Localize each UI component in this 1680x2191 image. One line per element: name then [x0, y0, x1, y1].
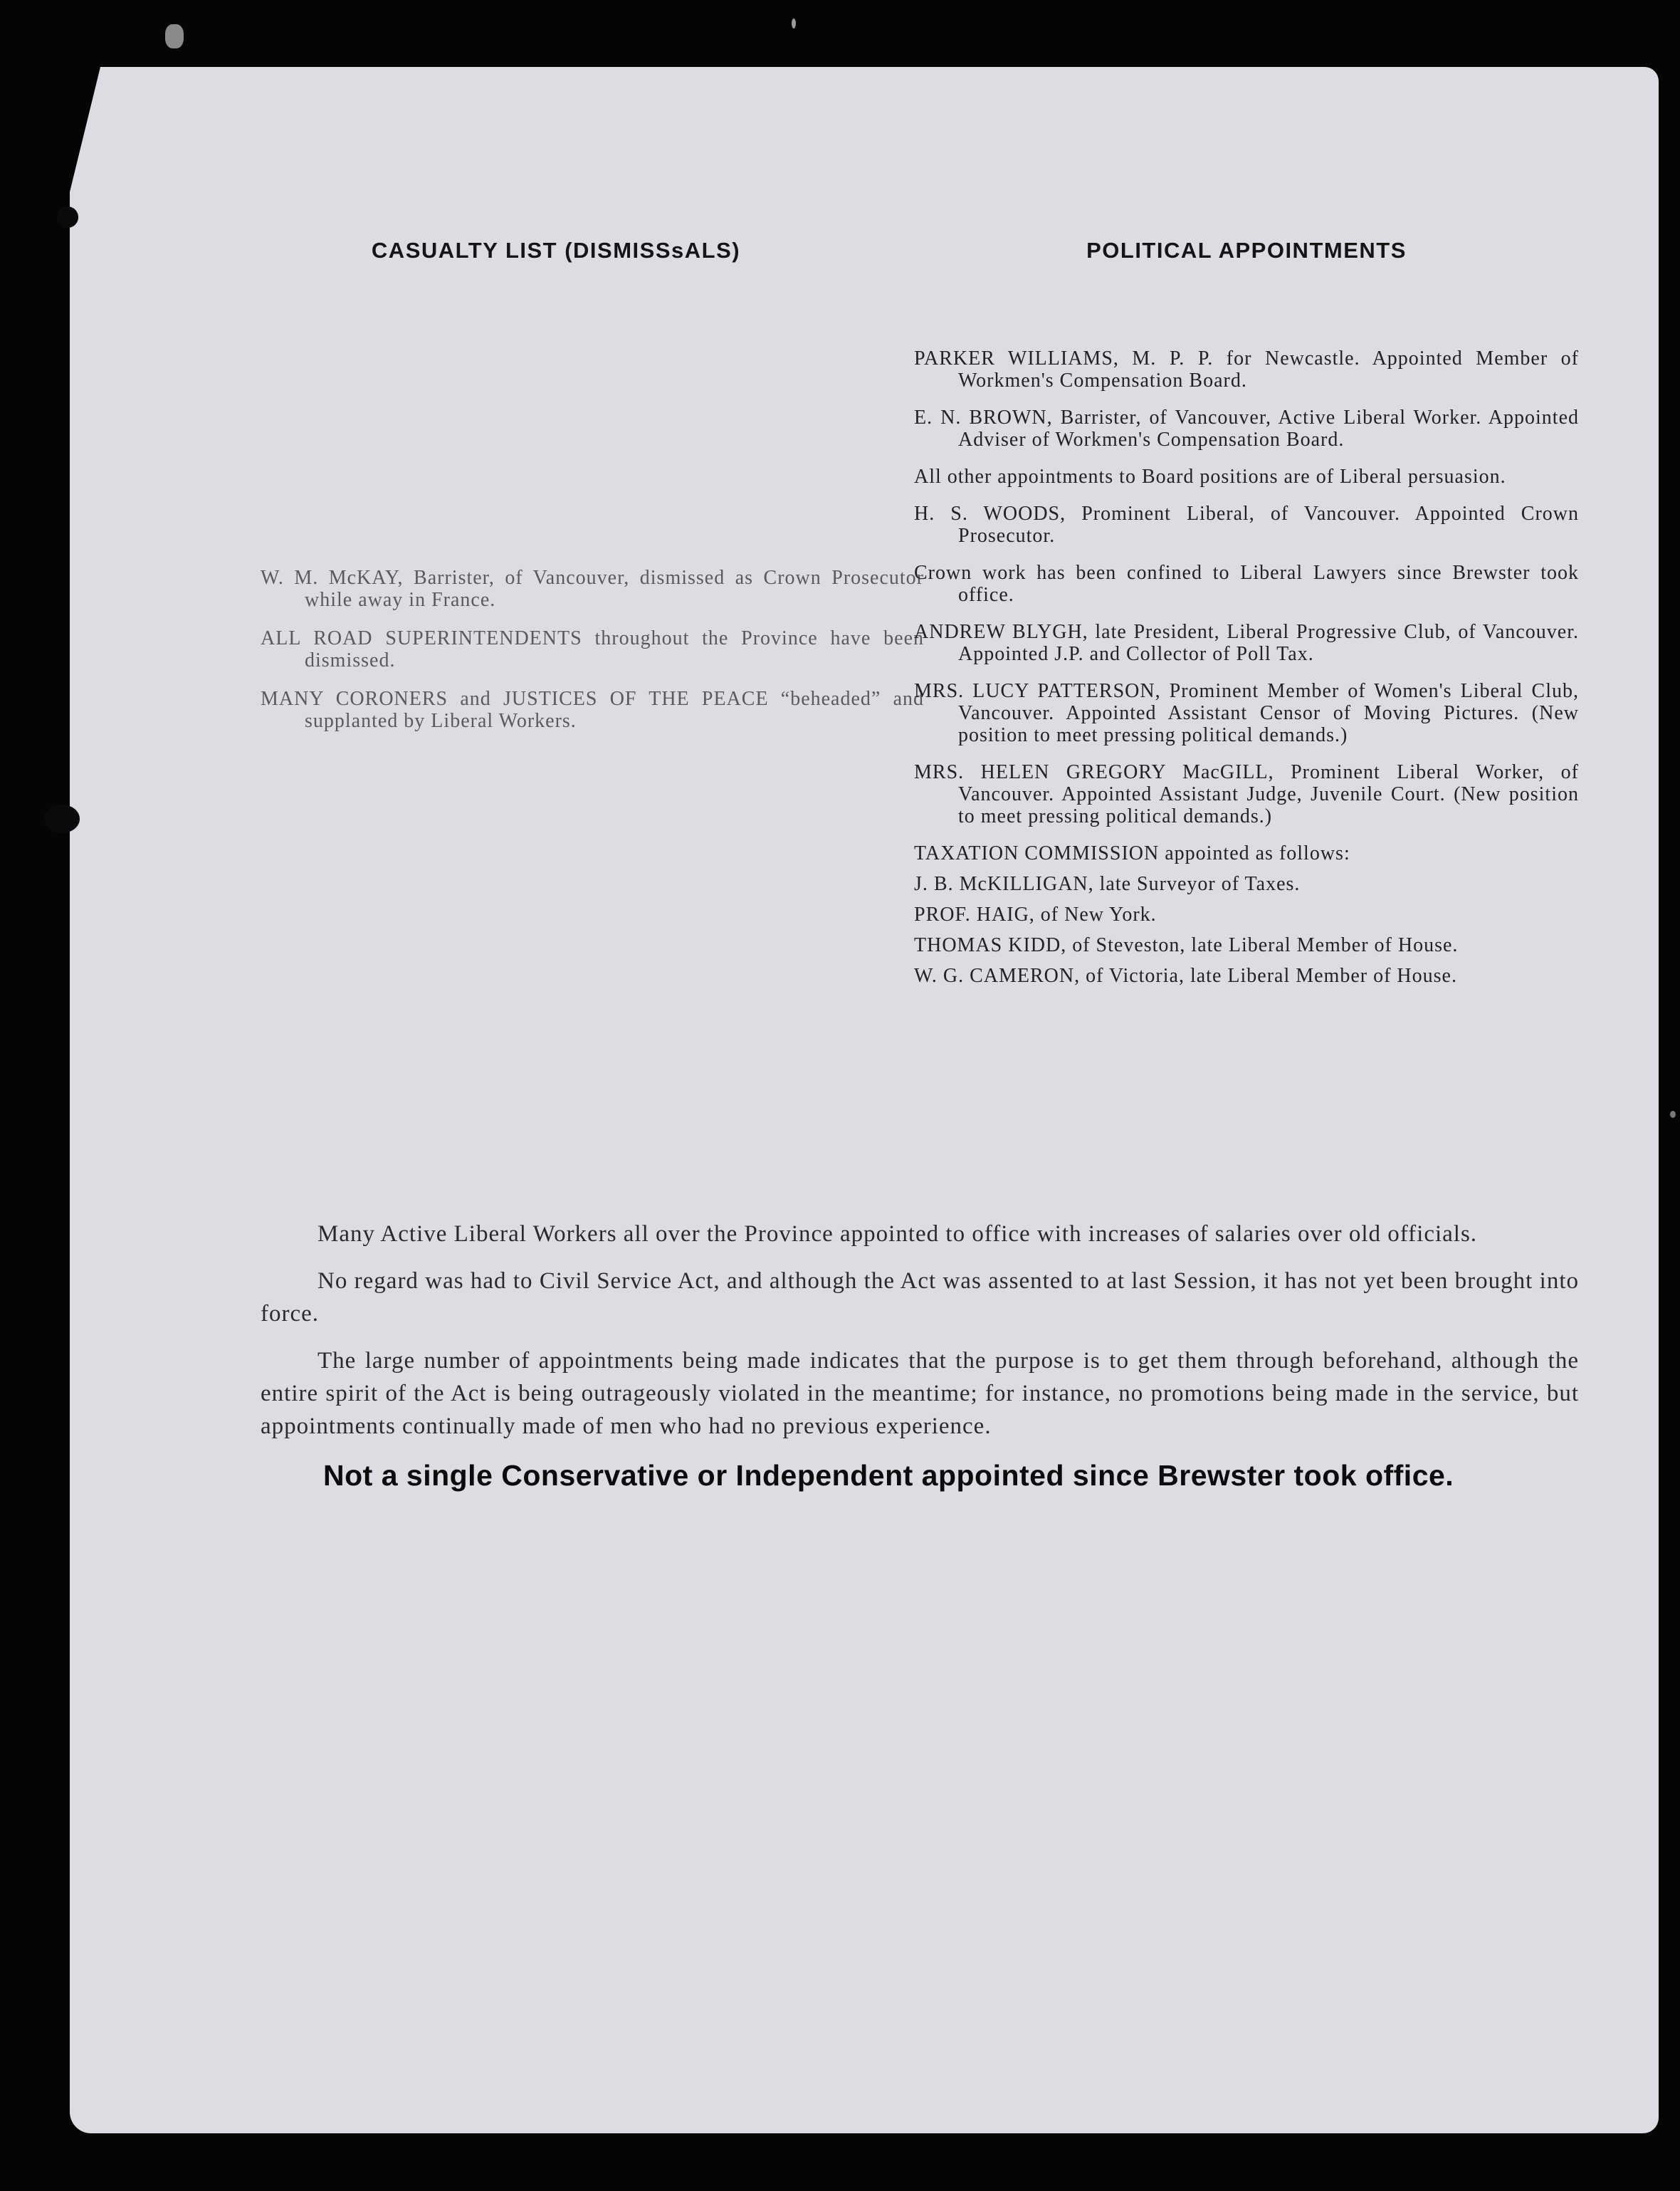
casualty-list-column: [261, 238, 924, 263]
political-appointments-entries: [914, 347, 1579, 995]
ink-blot: [44, 805, 80, 833]
appointment-entry: Crown work has been confined to Liberal Lawyers since Brewster took office.: [914, 562, 1579, 606]
appointment-entry: H. S. WOODS, Prominent Liberal, of Vancouver. Appointed Crown Prosecutor.: [914, 503, 1579, 547]
political-appointments-column: [914, 238, 1579, 263]
body-paragraphs: [261, 1218, 1579, 1494]
commission-member: PROF. HAIG, of New York.: [914, 904, 1157, 926]
commission-member: W. G. CAMERON, of Victoria, late Liberal Member of House.: [914, 965, 1457, 987]
ink-blot: [57, 206, 78, 228]
casualty-entry: ALL ROAD SUPERINTENDENTS throughout the Province have been dismissed.: [261, 627, 924, 671]
closing-statement: Not a single Conservative or Independent appointed since Brewster took office.: [323, 1459, 1454, 1492]
body-paragraph: No regard was had to Civil Service Act, and although the Act was assented to at last Session, it has not yet been brought into force.: [261, 1268, 1579, 1327]
casualty-entry: MANY CORONERS and JUSTICES OF THE PEACE “beheaded” and supplanted by Liberal Workers.: [261, 688, 924, 732]
film-speck: [165, 24, 184, 48]
casualty-list-title: CASUALTY LIST (DISMISSsALS): [371, 238, 741, 263]
casualty-list-entries: [261, 567, 924, 748]
film-speck: [792, 19, 796, 28]
casualty-entry: W. M. McKAY, Barrister, of Vancouver, dismissed as Crown Prosecutor while away in France.: [261, 567, 924, 611]
appointment-entry: MRS. HELEN GREGORY MacGILL, Prominent Liberal Worker, of Vancouver. Appointed Assistant Judge, Juvenile Court. (New position to meet pressing political demands.): [914, 761, 1579, 827]
commission-member: J. B. McKILLIGAN, late Surveyor of Taxes.: [914, 873, 1301, 895]
taxation-commission-heading: TAXATION COMMISSION appointed as follows:: [914, 842, 1350, 864]
appointment-entry: ANDREW BLYGH, late President, Liberal Progressive Club, of Vancouver. Appointed J.P. and Collector of Poll Tax.: [914, 621, 1579, 665]
political-appointments-title: POLITICAL APPOINTMENTS: [1086, 238, 1407, 263]
body-paragraph: The large number of appointments being made indicates that the purpose is to get them through beforehand, although the entire spirit of the Act is being outrageously violated in the meantime; for instance, no promotions being made in the service, but appointments continually made of men who had no previous experience.: [261, 1348, 1579, 1439]
appointment-entry: MRS. LUCY PATTERSON, Prominent Member of Women's Liberal Club, Vancouver. Appointed Assistant Censor of Moving Pictures. (New position to meet pressing political demands.): [914, 680, 1579, 746]
appointment-entry: PARKER WILLIAMS, M. P. P. for Newcastle. Appointed Member of Workmen's Compensation Board.: [914, 347, 1579, 392]
film-speck: [1670, 1111, 1676, 1118]
commission-member: THOMAS KIDD, of Steveston, late Liberal Member of House.: [914, 934, 1459, 956]
body-paragraph: Many Active Liberal Workers all over the Province appointed to office with increases of salaries over old officials.: [317, 1221, 1478, 1247]
appointment-entry: E. N. BROWN, Barrister, of Vancouver, Active Liberal Worker. Appointed Adviser of Workmen's Compensation Board.: [914, 407, 1579, 451]
appointment-entry: All other appointments to Board positions are of Liberal persuasion.: [914, 466, 1506, 488]
document-page: [70, 67, 1659, 2133]
